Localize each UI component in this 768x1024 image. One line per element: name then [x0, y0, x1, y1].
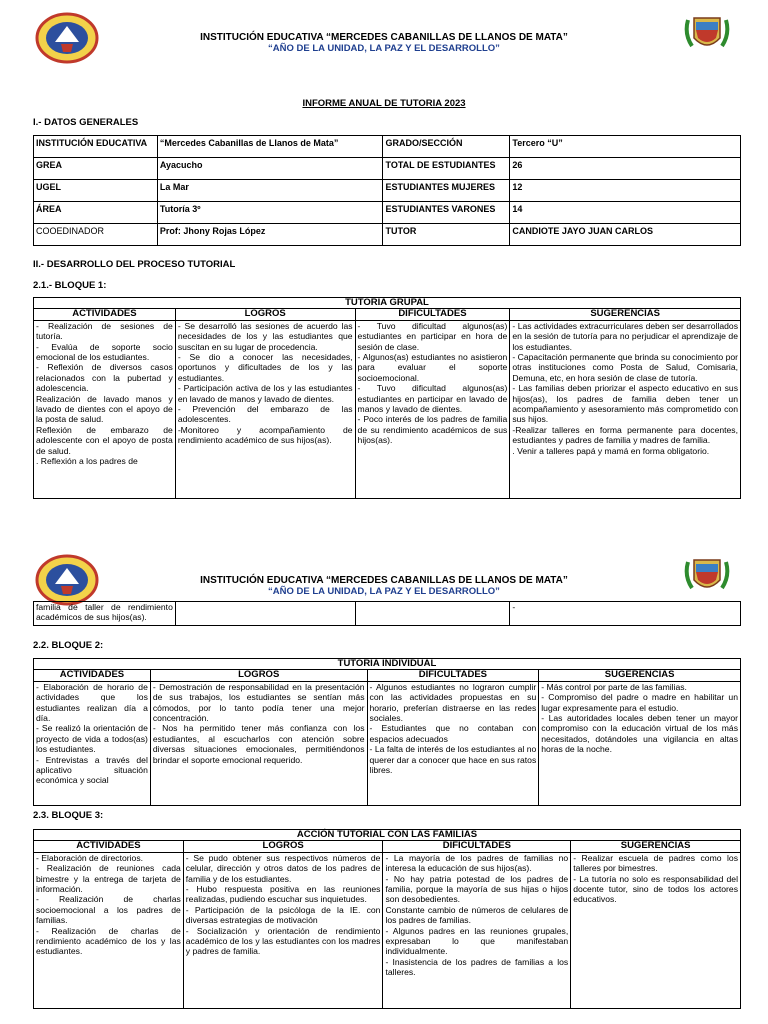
list-item: Realización de lavado manos y lavado de dientes con el apoyo de la posta de salud.	[36, 393, 173, 425]
col-header-dificultades: DIFICULTADES	[383, 841, 571, 852]
list-item: - Más control por parte de las familias.	[541, 681, 687, 692]
list-item: - Participación activa de los y las estudiantes en lavado de manos y lavado de dientes.	[177, 383, 353, 404]
page-header	[0, 575, 768, 597]
list-item: . Venir a talleres papá y mamá en forma obligatorio.	[512, 445, 710, 456]
list-item: -Realizar talleres en forma permanente para docentes, estudiantes y padres de familia y madres de familia.	[512, 424, 738, 446]
list-item: - Se desarrolló las sesiones de acuerdo las necesidades de los y las estudiantes que suscitan en su lugar de procedencia.	[177, 320, 353, 352]
bloque1-continued-table	[33, 601, 741, 626]
bloque1-caption: TUTORIA GRUPAL	[34, 298, 741, 309]
general-label: INSTITUCIÓN EDUCATIVA	[34, 136, 158, 158]
list-item: - Prevención del embarazo de las adolescentes.	[177, 404, 353, 425]
table-row	[34, 202, 741, 224]
general-data-table	[33, 135, 741, 246]
col-header-sugerencias: SUGERENCIAS	[571, 841, 741, 852]
list-item: - Las actividades extracurriculares deben ser desarrollados en la sesión de tutoría para no perjudicar el aprendizaje de los estudiantes.	[512, 320, 738, 352]
general-label: GREA	[34, 158, 158, 180]
bloque3-table	[33, 829, 741, 1009]
list-item: - Realización de sesiones de tutoría.	[36, 320, 173, 342]
actividades-cell: familia de taller de rendimiento académicos de sus hijos(as).	[34, 602, 176, 626]
list-item: - No hay patria potestad de los padres de familia, porque la mayoría de sus hijas o hijos son desobedientes.	[385, 873, 569, 905]
general-label: COOEDINADOR	[34, 224, 158, 246]
bloque2-table	[33, 658, 741, 806]
list-item: - Algunos(as) estudiantes no asistieron para evaluar el soporte socioemocional.	[357, 352, 508, 383]
general-value: 14	[510, 202, 741, 224]
list-item: - Realización de charlas socioemocional a los padres de familias.	[36, 894, 181, 926]
institution-name: INSTITUCIÓN EDUCATIVA “MERCEDES CABANILLAS DE LLANOS DE MATA”	[200, 575, 568, 586]
list-item: - Se realizó la orientación de proyecto de vida a todos(as) los estudiantes.	[36, 723, 148, 755]
list-item: - Se pudo obtener sus respectivos números de celular, dirección y otros datos de los padres de familia y de los estudiantes.	[185, 852, 381, 884]
actividades-cell	[34, 852, 184, 1008]
col-header-dificultades: DIFICULTADES	[367, 670, 539, 681]
actividades-cell	[34, 320, 176, 498]
col-header-sugerencias: SUGERENCIAS	[510, 309, 741, 320]
bloque1-heading: 2.1.- BLOQUE 1:	[33, 280, 107, 291]
section-development-heading: II.- DESARROLLO DEL PROCESO TUTORIAL	[33, 259, 236, 270]
general-value: CANDIOTE JAYO JUAN CARLOS	[510, 224, 741, 246]
general-value: 12	[510, 180, 741, 202]
list-item: - Realización de charlas de rendimiento académico de los y las estudiantes.	[36, 925, 181, 957]
list-item: Reflexión de embarazo de adolescente con el apoyo de posta de salud.	[36, 424, 173, 456]
dificultades-cell	[367, 681, 539, 805]
bloque2-heading: 2.2. BLOQUE 2:	[33, 640, 104, 651]
list-item: - Compromiso del padre o madre en habilitar un lugar expresamente para el estudio.	[541, 692, 738, 713]
general-label: UGEL	[34, 180, 158, 202]
report-title: INFORME ANUAL DE TUTORIA 2023	[302, 98, 466, 109]
logros-cell	[150, 681, 367, 805]
col-header-actividades: ACTIVIDADES	[34, 670, 151, 681]
col-header-sugerencias: SUGERENCIAS	[539, 670, 741, 681]
list-item: - Algunos estudiantes no lograron cumplir con las actividades propuestas en su horario, preferían distraerse en las redes sociales.	[369, 681, 537, 724]
col-header-actividades: ACTIVIDADES	[34, 841, 184, 852]
list-item: - Algunos padres en las reuniones grupales, expresaban lo que manifestaban individualmente.	[385, 925, 569, 957]
list-item: - Elaboración de directorios.	[36, 852, 143, 863]
year-motto: “AÑO DE LA UNIDAD, LA PAZ Y EL DESARROLLO”	[268, 586, 500, 597]
col-header-dificultades: DIFICULTADES	[355, 309, 510, 320]
col-header-logros: LOGROS	[175, 309, 355, 320]
table-row	[34, 180, 741, 202]
list-item: - Tuvo dificultad algunos(as) estudiantes en participar en lavado de manos y lavado de dientes.	[357, 383, 508, 415]
list-item: Constante cambio de números de celulares de los padres de familias.	[385, 904, 569, 926]
page-header	[0, 32, 768, 54]
list-item: - Participación de la psicóloga de la IE. con diversas estrategias de motivación	[185, 904, 381, 926]
list-item: - Elaboración de horario de actividades que los estudiantes realizan día a día.	[36, 681, 148, 724]
col-header-logros: LOGROS	[150, 670, 367, 681]
sugerencias-cell	[539, 681, 741, 805]
general-value: Tercero “U”	[510, 136, 741, 158]
general-label: ESTUDIANTES MUJERES	[383, 180, 510, 202]
general-value: Tutoría 3º	[157, 202, 383, 224]
general-value: La Mar	[157, 180, 383, 202]
list-item: - Las familias deben priorizar el aspecto educativo en sus hijos(as), los padres de familia deben tener un acompañamiento y asesoramiento más comprometido con sus hijos.	[512, 383, 738, 425]
list-item: - Realizar escuela de padres como los talleres por bimestres.	[573, 852, 738, 874]
list-item: - Poco interés de los padres de familia de su rendimiento académicos de sus hijos(as).	[357, 414, 508, 446]
sugerencias-cell	[571, 852, 741, 1008]
col-header-actividades: ACTIVIDADES	[34, 309, 176, 320]
general-label: TOTAL DE ESTUDIANTES	[383, 158, 510, 180]
logros-cell	[183, 852, 383, 1008]
dificultades-cell	[383, 852, 571, 1008]
general-value: Prof: Jhony Rojas López	[157, 224, 383, 246]
list-item: - Se dio a conocer las necesidades, oportunos y dificultades de los y las estudiantes.	[177, 352, 353, 383]
general-label: ESTUDIANTES VARONES	[383, 202, 510, 224]
list-item: - La tutoría no solo es responsabilidad del docente tutor, sino de todos los actores educativos.	[573, 873, 738, 905]
list-item: - Tuvo dificultad algunos(as) estudiantes en participar en hora de sesión de clase.	[357, 320, 508, 352]
actividades-cell	[34, 681, 151, 805]
list-item: - Reflexión de diversos casos relacionados con la pubertad y adolescencia.	[36, 362, 173, 394]
table-row	[34, 136, 741, 158]
list-item: - Capacitación permanente que brinda su conocimiento por otras instituciones como Posta de Salud, Comisaria, Demuna, etc, en hora sesión de clase de tutoría.	[512, 352, 738, 383]
list-item: . Reflexión a los padres de	[36, 456, 138, 467]
list-item: - Hubo respuesta positiva en las reuniones realizadas, pudiendo escuchar sus inquietudes.	[185, 884, 381, 905]
list-item: - Estudiantes que no contaban con espacios adecuados	[369, 723, 537, 744]
bloque3-caption: ACCIÓN TUTORIAL CON LAS FAMILIAS	[34, 830, 741, 841]
bloque2-caption: TUTORIA INDIVIDUAL	[34, 659, 741, 670]
bloque1-table	[33, 297, 741, 499]
list-item: - Las autoridades locales deben tener un mayor compromiso con la educación virtual de los más necesitados, dotándoles una vigilancia en altas horas de la noche.	[541, 713, 738, 755]
general-value: Ayacucho	[157, 158, 383, 180]
logros-cell	[175, 320, 355, 498]
list-item: - Inasistencia de los padres de familias a los talleres.	[385, 956, 569, 978]
year-motto: “AÑO DE LA UNIDAD, LA PAZ Y EL DESARROLLO”	[268, 43, 500, 54]
list-item: - Demostración de responsabilidad en la presentación de sus trabajos, los estudiantes se sentían más cómodos, por lo tanto podía tener una mejor concentración.	[152, 681, 365, 724]
general-value: 26	[510, 158, 741, 180]
sugerencias-cell	[510, 320, 741, 498]
list-item: - Nos ha permitido tener más confianza con los estudiantes, al escucharlos con atención sobre diversas situaciones emocionales, permitiéndonos brindar el soporte emocional requerido.	[152, 723, 365, 765]
logros-cell	[175, 602, 355, 626]
general-label: GRADO/SECCIÓN	[383, 136, 510, 158]
general-label: TUTOR	[383, 224, 510, 246]
list-item: -Monitoreo y acompañamiento de rendimiento académico de sus hijos(as).	[177, 424, 353, 446]
table-row	[34, 158, 741, 180]
institution-name: INSTITUCIÓN EDUCATIVA “MERCEDES CABANILLAS DE LLANOS DE MATA”	[200, 32, 568, 43]
sugerencias-cell: -	[510, 602, 741, 626]
list-item: - La falta de interés de los estudiantes al no querer dar a conocer que hace en sus ratos libres.	[369, 744, 537, 776]
list-item: - Evalúa de soporte socio emocional de los estudiantes.	[36, 341, 173, 363]
general-label: ÁREA	[34, 202, 158, 224]
col-header-logros: LOGROS	[183, 841, 383, 852]
general-value: “Mercedes Cabanillas de Llanos de Mata”	[157, 136, 383, 158]
dificultades-cell	[355, 320, 510, 498]
bloque3-heading: 2.3. BLOQUE 3:	[33, 810, 104, 821]
list-item: - Socialización y orientación de rendimiento académico de los y las estudiantes con los madres y padres de familia.	[185, 925, 381, 957]
list-item: - Realización de reuniones cada bimestre y la entrega de tarjeta de información.	[36, 863, 181, 895]
section-general-heading: I.- DATOS GENERALES	[33, 117, 139, 128]
table-row	[34, 224, 741, 246]
list-item: - Entrevistas a través del aplicativo situación económica y social	[36, 754, 148, 786]
list-item: - La mayoría de los padres de familias no interesa la educación de sus hijos(as).	[385, 852, 569, 874]
dificultades-cell	[355, 602, 510, 626]
